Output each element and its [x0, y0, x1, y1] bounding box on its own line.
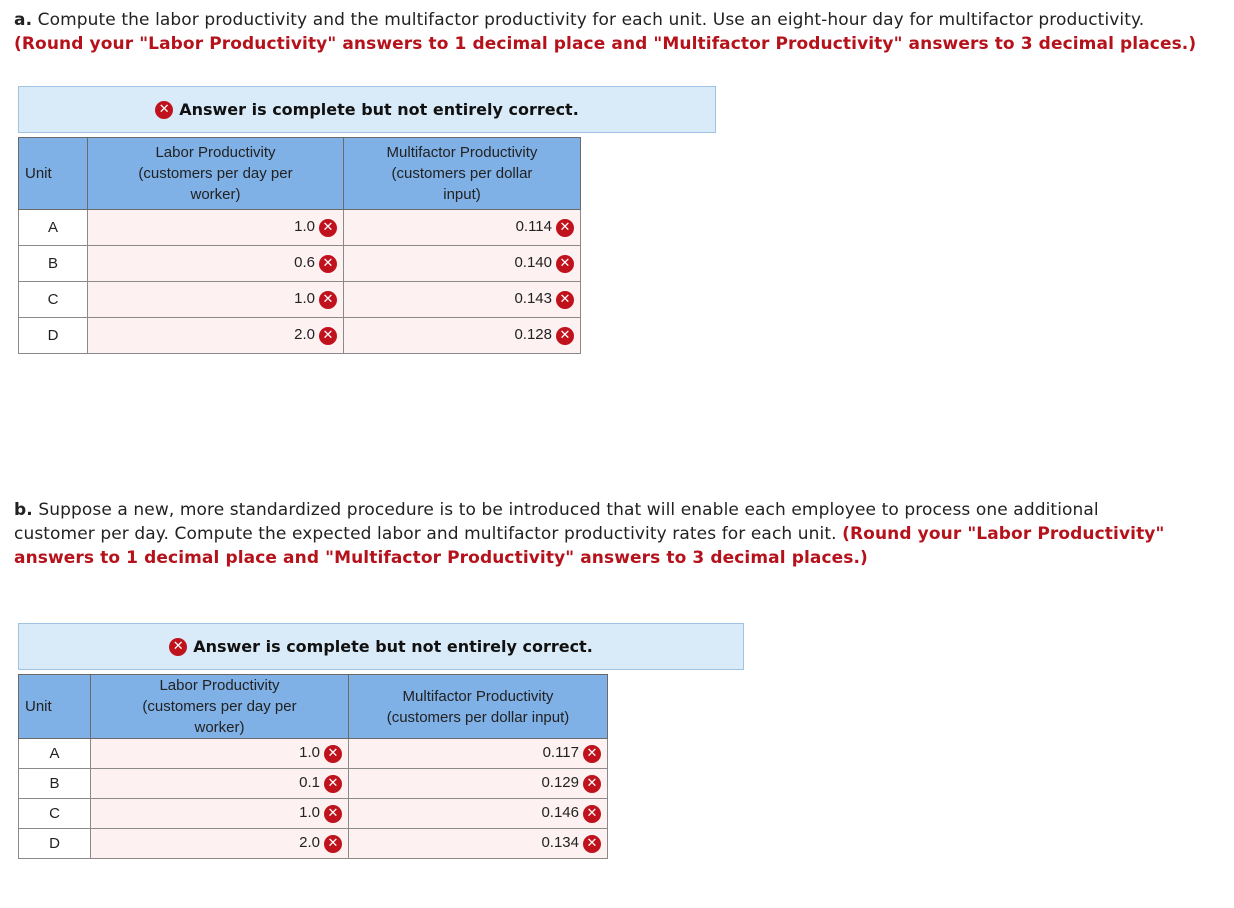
x-circle-icon: ✕: [556, 291, 574, 309]
x-circle-icon: ✕: [169, 638, 187, 656]
multifactor-input[interactable]: 0.128 ✕: [344, 318, 581, 354]
table-row: [19, 829, 608, 859]
table-row: [19, 246, 581, 282]
banner-text: Answer is complete but not entirely correct.: [193, 637, 593, 656]
x-circle-icon: ✕: [556, 327, 574, 345]
column-header-multifactor: Multifactor Productivity (customers per dollar input): [344, 138, 581, 210]
x-circle-icon: ✕: [324, 775, 342, 793]
answer-banner-b: [18, 623, 744, 670]
x-circle-icon: ✕: [324, 805, 342, 823]
column-header-labor: Labor Productivity (customers per day per worker): [91, 675, 349, 739]
part-b-text-1: Suppose a new, more standardized procedure is to be introduced that will enable each employee to process one additional: [32, 500, 1099, 520]
part-b-rounding-2: answers to 1 decimal place and "Multifactor Productivity" answers to 3 decimal places.): [14, 548, 868, 568]
x-circle-icon: ✕: [319, 291, 337, 309]
labor-input[interactable]: 0.6 ✕: [88, 246, 344, 282]
column-header-unit: Unit: [19, 138, 88, 210]
banner-text: Answer is complete but not entirely correct.: [179, 100, 579, 119]
part-b-rounding-1: (Round your "Labor Productivity": [842, 524, 1165, 544]
x-circle-icon: ✕: [319, 327, 337, 345]
x-circle-icon: ✕: [556, 219, 574, 237]
answer-table-a: [18, 137, 581, 354]
unit-cell: A: [19, 739, 91, 769]
table-row: [19, 799, 608, 829]
unit-cell: B: [19, 769, 91, 799]
x-circle-icon: ✕: [583, 835, 601, 853]
labor-input[interactable]: 1.0 ✕: [91, 739, 349, 769]
unit-cell: C: [19, 282, 88, 318]
labor-input[interactable]: 2.0 ✕: [91, 829, 349, 859]
multifactor-input[interactable]: 0.134 ✕: [349, 829, 608, 859]
labor-input[interactable]: 1.0 ✕: [88, 210, 344, 246]
table-row: [19, 282, 581, 318]
column-header-unit: Unit: [19, 675, 91, 739]
labor-input[interactable]: 0.1 ✕: [91, 769, 349, 799]
unit-cell: C: [19, 799, 91, 829]
x-circle-icon: ✕: [319, 255, 337, 273]
labor-input[interactable]: 1.0 ✕: [91, 799, 349, 829]
multifactor-input[interactable]: 0.140 ✕: [344, 246, 581, 282]
part-b-text-2: customer per day. Compute the expected labor and multifactor productivity rates for each unit.: [14, 524, 843, 544]
column-header-multifactor: Multifactor Productivity (customers per dollar input): [349, 675, 608, 739]
table-row: [19, 739, 608, 769]
table-row: [19, 210, 581, 246]
answer-banner-a: [18, 86, 716, 133]
labor-input[interactable]: 2.0 ✕: [88, 318, 344, 354]
x-circle-icon: ✕: [324, 835, 342, 853]
answer-table-b: [18, 674, 608, 859]
x-circle-icon: ✕: [155, 101, 173, 119]
x-circle-icon: ✕: [583, 775, 601, 793]
multifactor-input[interactable]: 0.129 ✕: [349, 769, 608, 799]
column-header-labor: Labor Productivity (customers per day per worker): [88, 138, 344, 210]
part-a-rounding: (Round your "Labor Productivity" answers to 1 decimal place and "Multifactor Productivity" answers to 3 decimal places.): [14, 34, 1197, 54]
table-row: [19, 318, 581, 354]
multifactor-input[interactable]: 0.143 ✕: [344, 282, 581, 318]
multifactor-input[interactable]: 0.117 ✕: [349, 739, 608, 769]
table-row: [19, 769, 608, 799]
part-a-text: Compute the labor productivity and the multifactor productivity for each unit. Use an eight-hour day for multifactor productivity.: [32, 10, 1145, 30]
x-circle-icon: ✕: [556, 255, 574, 273]
question-a: [14, 8, 1224, 56]
x-circle-icon: ✕: [583, 745, 601, 763]
x-circle-icon: ✕: [324, 745, 342, 763]
part-b-label: b.: [14, 500, 33, 520]
unit-cell: D: [19, 829, 91, 859]
multifactor-input[interactable]: 0.146 ✕: [349, 799, 608, 829]
multifactor-input[interactable]: 0.114 ✕: [344, 210, 581, 246]
labor-input[interactable]: 1.0 ✕: [88, 282, 344, 318]
unit-cell: A: [19, 210, 88, 246]
unit-cell: D: [19, 318, 88, 354]
part-a-label: a.: [14, 10, 33, 30]
question-b: [14, 498, 1224, 570]
unit-cell: B: [19, 246, 88, 282]
x-circle-icon: ✕: [583, 805, 601, 823]
x-circle-icon: ✕: [319, 219, 337, 237]
